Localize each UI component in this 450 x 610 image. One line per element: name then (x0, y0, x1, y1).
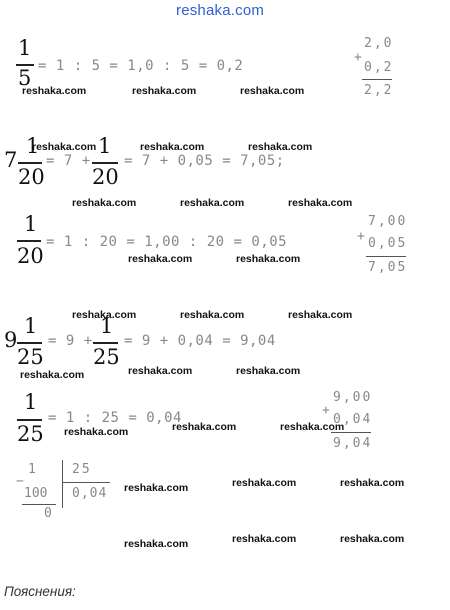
mixed-number-2-whole: 7 (4, 148, 18, 172)
plus-sign-3: + (357, 229, 365, 244)
watermark: reshaka.com (232, 477, 297, 489)
equation-1: = 1 : 5 = 1,0 : 5 = 0,2 (38, 58, 244, 74)
watermark: reshaka.com (124, 538, 189, 550)
watermark: reshaka.com (240, 85, 305, 97)
fraction-3-numerator: 1 (24, 212, 38, 236)
fraction-2-numerator: 1 (26, 134, 40, 158)
minus-sign: − (16, 474, 24, 489)
watermark: reshaka.com (72, 309, 137, 321)
watermark: reshaka.com (64, 426, 129, 438)
column-5-result: 9,04 (333, 436, 373, 451)
column-1-result: 2,2 (364, 83, 394, 98)
watermark: reshaka.com (132, 85, 197, 97)
fraction-4b-numerator: 1 (100, 314, 114, 338)
equation-4-mid: = 9 + (48, 333, 93, 349)
watermark: reshaka.com (232, 533, 297, 545)
mixed-number-4-whole: 9 (4, 328, 18, 352)
watermark: reshaka.com (22, 85, 87, 97)
watermark: reshaka.com (280, 421, 345, 433)
plus-sign-5: + (322, 403, 330, 418)
division-dividend: 1 (28, 462, 38, 477)
watermark: reshaka.com (288, 197, 353, 209)
watermark: reshaka.com (236, 253, 301, 265)
column-3-line (366, 256, 406, 257)
fraction-5-bar (17, 419, 42, 421)
fraction-2b-numerator: 1 (98, 134, 112, 158)
watermark: reshaka.com (72, 197, 137, 209)
division-bracket-horizontal (62, 482, 110, 483)
fraction-2-bar (18, 162, 42, 164)
watermark: reshaka.com (288, 309, 353, 321)
division-remainder: 0 (44, 506, 54, 521)
watermark: reshaka.com (32, 141, 97, 153)
fraction-2b-bar (92, 162, 118, 164)
plus-sign-1: + (354, 50, 362, 65)
watermark: reshaka.com (124, 482, 189, 494)
watermark: reshaka.com (180, 197, 245, 209)
fraction-4b-denominator: 25 (93, 345, 120, 369)
division-line (22, 504, 56, 505)
watermark: reshaka.com (236, 365, 301, 377)
watermark: reshaka.com (340, 533, 405, 545)
fraction-3-denominator: 20 (17, 244, 44, 268)
column-5-top: 9,00 (333, 390, 373, 405)
fraction-4b-bar (93, 342, 118, 344)
watermark: reshaka.com (340, 477, 405, 489)
watermark: reshaka.com (248, 141, 313, 153)
equation-2-mid: = 7 + (46, 153, 91, 169)
fraction-4-denominator: 25 (17, 345, 44, 369)
equation-4: = 9 + 0,04 = 9,04 (124, 333, 276, 349)
watermark: reshaka.com (140, 141, 205, 153)
equation-5: = 1 : 25 = 0,04 (48, 410, 182, 426)
explanations-label: Пояснения: (4, 584, 76, 599)
fraction-1-denominator: 5 (18, 66, 32, 90)
watermark: reshaka.com (172, 421, 237, 433)
fraction-5-denominator: 25 (17, 422, 44, 446)
watermark: reshaka.com (20, 369, 85, 381)
column-1-bottom: 0,2 (364, 60, 394, 75)
watermark: reshaka.com (128, 253, 193, 265)
watermark: reshaka.com (180, 309, 245, 321)
equation-3: = 1 : 20 = 1,00 : 20 = 0,05 (46, 234, 288, 250)
fraction-4-numerator: 1 (24, 314, 38, 338)
division-divisor: 25 (72, 462, 92, 477)
column-1-top: 2,0 (364, 36, 394, 51)
fraction-2b-denominator: 20 (92, 165, 119, 189)
equation-2: = 7 + 0,05 = 7,05; (124, 153, 285, 169)
column-1-line (362, 79, 392, 80)
column-3-bottom: 0,05 (368, 236, 408, 251)
column-3-result: 7,05 (368, 260, 408, 275)
watermark: reshaka.com (128, 365, 193, 377)
fraction-2-denominator: 20 (18, 165, 45, 189)
column-5-bottom: 0,04 (333, 412, 373, 427)
division-bracket-vertical (62, 460, 63, 508)
fraction-1-numerator: 1 (18, 36, 32, 60)
fraction-5-numerator: 1 (24, 390, 38, 414)
site-title[interactable]: reshaka.com (176, 2, 265, 19)
fraction-4-bar (17, 342, 42, 344)
division-subtrahend: 100 (24, 486, 48, 501)
column-3-top: 7,00 (368, 214, 408, 229)
division-quotient: 0,04 (72, 486, 108, 501)
fraction-3-bar (17, 240, 41, 242)
